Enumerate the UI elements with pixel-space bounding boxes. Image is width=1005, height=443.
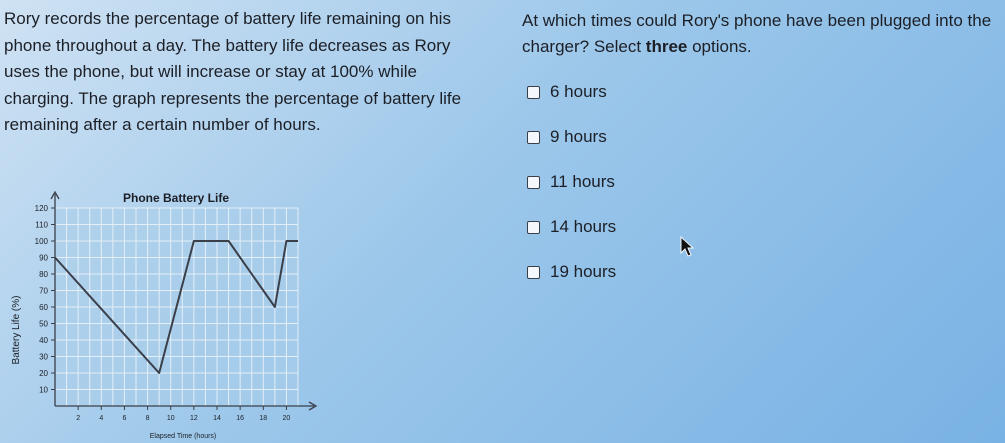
checkbox-icon[interactable] bbox=[527, 176, 540, 189]
x-tick-label: 6 bbox=[122, 415, 127, 422]
y-tick-label: 40 bbox=[39, 336, 48, 345]
x-tick-label: 16 bbox=[236, 415, 245, 422]
x-tick-label: 18 bbox=[259, 415, 268, 422]
y-tick-label: 70 bbox=[39, 286, 48, 296]
y-tick-label: 100 bbox=[34, 237, 48, 246]
question-emphasis: three bbox=[645, 37, 688, 56]
option-label: 9 hours bbox=[550, 127, 607, 146]
x-tick-label: 12 bbox=[189, 415, 198, 422]
option-label: 14 hours bbox=[550, 217, 617, 236]
chart-title: Phone Battery Life bbox=[122, 191, 230, 205]
checkbox-icon[interactable] bbox=[527, 86, 540, 99]
option-9-hours[interactable] bbox=[522, 125, 722, 149]
battery-life-chart bbox=[0, 170, 330, 443]
question-text-start: At which times could Rory's phone have been plugged into the charger? Select bbox=[522, 11, 992, 56]
answer-options bbox=[522, 80, 722, 305]
option-label: 6 hours bbox=[550, 82, 607, 101]
y-tick-label: 50 bbox=[39, 319, 48, 329]
checkbox-icon[interactable] bbox=[527, 221, 540, 234]
y-tick-label: 10 bbox=[39, 385, 48, 395]
y-tick-label: 20 bbox=[39, 369, 48, 378]
x-tick-label: 8 bbox=[145, 415, 150, 422]
option-19-hours[interactable] bbox=[522, 260, 722, 284]
y-tick-label: 60 bbox=[39, 303, 48, 312]
x-tick-label: 20 bbox=[282, 415, 291, 422]
x-tick-label: 14 bbox=[213, 415, 221, 422]
y-tick-label: 110 bbox=[35, 220, 48, 230]
question-prompt bbox=[522, 8, 1002, 60]
x-tick-label: 10 bbox=[166, 415, 175, 422]
x-tick-label: 2 bbox=[76, 415, 81, 422]
checkbox-icon[interactable] bbox=[527, 131, 540, 144]
y-axis-label: Battery Life (%) bbox=[11, 295, 22, 365]
mouse-pointer-icon bbox=[680, 236, 694, 258]
checkbox-icon[interactable] bbox=[527, 266, 540, 279]
y-tick-label: 80 bbox=[39, 270, 48, 279]
question-text-end: options. bbox=[687, 37, 752, 56]
y-tick-label: 90 bbox=[39, 253, 48, 263]
y-tick-label: 30 bbox=[39, 352, 48, 362]
option-6-hours[interactable] bbox=[522, 80, 722, 104]
x-tick-label: 4 bbox=[99, 415, 104, 422]
problem-stem: Rory records the percentage of battery life remaining on his phone throughout a day. The battery life decreases as Rory uses the phone, but will increase or stay at 100% while charging. The graph represents the percentage of battery life remaining after a certain number of hours. bbox=[4, 9, 462, 134]
option-label: 11 hours bbox=[550, 172, 615, 191]
x-axis-label: Elapsed Time (hours) bbox=[149, 433, 217, 440]
y-tick-label: 120 bbox=[34, 204, 48, 213]
option-label: 19 hours bbox=[550, 262, 617, 281]
option-11-hours[interactable] bbox=[522, 170, 722, 194]
